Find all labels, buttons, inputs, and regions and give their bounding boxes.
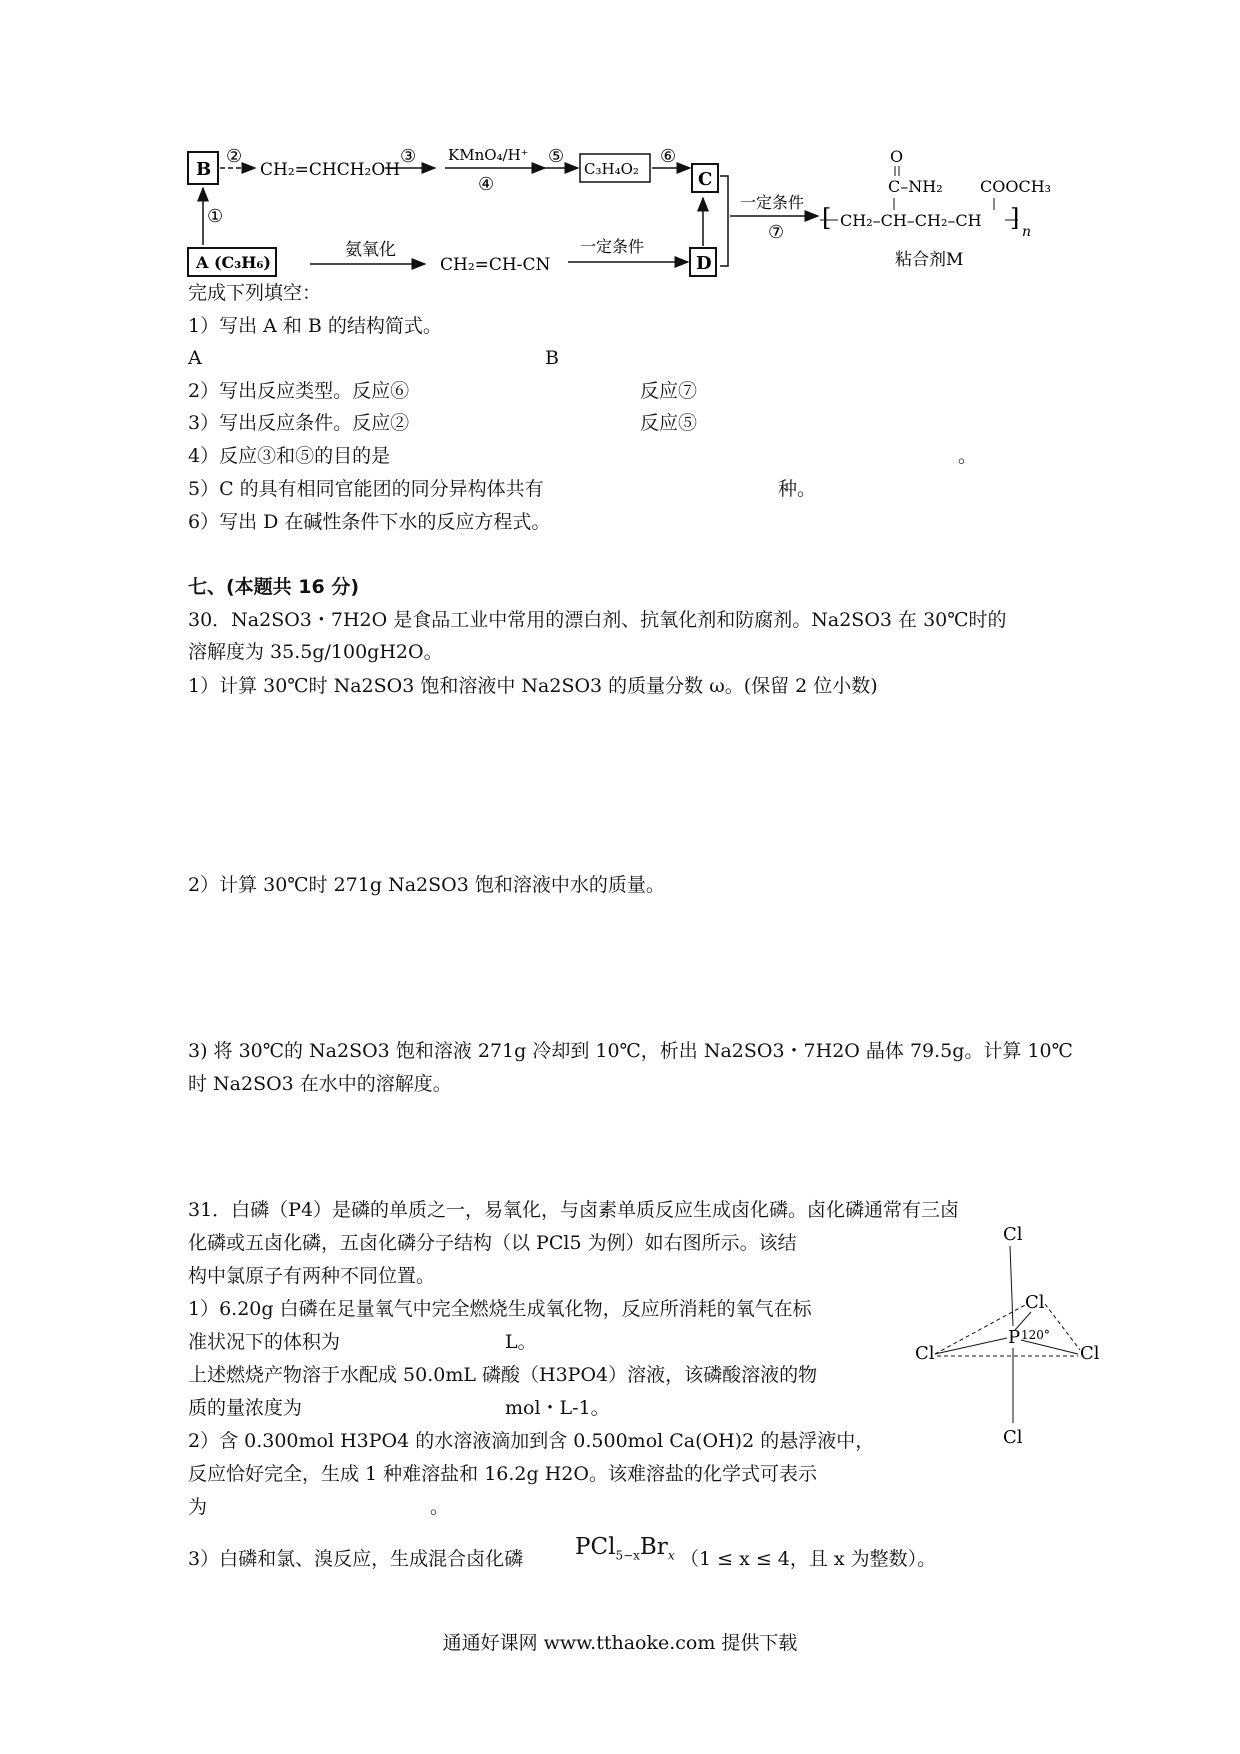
c3h4o2-label: C₃H₄O₂	[584, 160, 639, 178]
formula-br: Br	[639, 1534, 668, 1560]
oxidant-label: KMnO₄/H⁺	[448, 146, 529, 164]
q31-sub2-a: 2）含 0.300mol H3PO4 的水溶液滴加到含 0.500mol Ca(OH)2 的悬浮液中，	[188, 1430, 875, 1452]
atom-cl-left: Cl	[915, 1343, 935, 1364]
box-d-label: D	[696, 253, 712, 274]
q29-sub4: 4）反应③和⑤的目的是	[188, 445, 391, 467]
polymer-bracket-right: ]	[1010, 204, 1020, 232]
pcl5-structure-diagram	[905, 1218, 1105, 1458]
binder-name: 粘合剂M	[895, 250, 964, 270]
q29-sub4-end: 。	[958, 445, 978, 467]
q31-sub2-c: 为	[188, 1496, 208, 1518]
q31-sub1-c: 上述燃烧产物溶于水配成 50.0mL 磷酸（H3PO4）溶液，该磷酸溶液的物	[188, 1364, 818, 1386]
q30-line1: 30．Na2SO3・7H2O 是食品工业中常用的漂白剂、抗氧化剂和防腐剂。Na2SO3 在 30℃时的	[188, 609, 1007, 631]
polymer-oxygen: O	[890, 147, 904, 166]
q29-b-label: B	[545, 347, 559, 369]
polymer-ester: COOCH₃	[980, 177, 1052, 196]
reaction-scheme	[0, 130, 1240, 410]
q31-sub2-c-end: 。	[430, 1496, 450, 1518]
section-7-title: 七、(本题共 16 分)	[188, 576, 360, 598]
q31-sub1-b: 准状况下的体积为	[188, 1331, 341, 1353]
atom-cl-upper-right: Cl	[1025, 1292, 1045, 1313]
q31-line3: 构中氯原子有两种不同位置。	[188, 1265, 436, 1287]
box-a-label: A (C₃H₆)	[196, 253, 271, 272]
polymer-n: n	[1022, 224, 1032, 240]
step-2-label: ②	[226, 146, 243, 167]
q31-sub1-d: 质的量浓度为	[188, 1397, 303, 1419]
formula-sub-5-x: 5−x	[615, 1548, 640, 1563]
q31-sub1-b-unit: L。	[505, 1331, 537, 1353]
atom-cl-top: Cl	[1003, 1224, 1023, 1245]
atom-cl-right: Cl	[1080, 1343, 1100, 1364]
box-b-label: B	[196, 159, 212, 180]
q29-sub2-a: 2）写出反应类型。反应⑥	[188, 380, 410, 402]
q31-sub3-a: 3）白磷和氯、溴反应，生成混合卤化磷	[188, 1548, 524, 1570]
polymer-bracket-left: [	[822, 204, 832, 232]
atom-p: P	[1008, 1327, 1021, 1348]
q29-sub3-a: 3）写出反应条件。反应②	[188, 412, 410, 434]
angle-label: 120°	[1021, 1328, 1050, 1342]
q31-sub2-b: 反应恰好完全，生成 1 种难溶盐和 16.2g H2O。该难溶盐的化学式可表示	[188, 1463, 817, 1485]
q31-line1: 31．白磷（P4）是磷的单质之一，易氧化，与卤素单质反应生成卤化磷。卤化磷通常有三卤	[188, 1199, 960, 1221]
q31-sub3-b: （1 ≤ x ≤ 4，且 x 为整数）。	[680, 1548, 937, 1570]
ammoxidation-label: 氨氧化	[345, 240, 396, 260]
formula-pcl: PCl	[575, 1534, 616, 1560]
q30-line2: 溶解度为 35.5g/100gH2O。	[188, 641, 443, 663]
mixed-halide-formula	[575, 1530, 675, 1573]
q29-a-label: A	[188, 347, 202, 369]
q30-sub2: 2）计算 30℃时 271g Na2SO3 饱和溶液中水的质量。	[188, 874, 665, 896]
step-1-label: ①	[207, 206, 224, 227]
step-3-label: ③	[400, 146, 417, 167]
formula-sub-x: x	[667, 1548, 675, 1563]
page-footer: 通通好课网 www.tthaoke.com 提供下载	[442, 1632, 798, 1654]
q29-sub5: 5）C 的具有相同官能团的同分异构体共有	[188, 478, 544, 500]
atom-cl-bottom: Cl	[1003, 1427, 1023, 1448]
q29-sub1: 1）写出 A 和 B 的结构简式。	[188, 315, 442, 337]
box-c-label: C	[698, 169, 713, 190]
polymer-amide: C–NH₂	[888, 177, 943, 196]
step-5-label: ⑤	[548, 146, 565, 167]
polymer-chain: CH₂–CH–CH₂–CH	[840, 211, 982, 230]
step-4-label: ④	[478, 174, 495, 195]
allyl-alcohol: CH₂=CHCH₂OH	[260, 160, 401, 180]
condition-2-label: 一定条件	[740, 193, 805, 212]
q29-sub3-b: 反应⑤	[640, 412, 698, 434]
q30-sub3-a: 3) 将 30℃的 Na2SO3 饱和溶液 271g 冷却到 10℃，析出 Na2SO3・7H2O 晶体 79.5g。计算 10℃	[188, 1040, 1073, 1062]
q31-line2: 化磷或五卤化磷，五卤化磷分子结构（以 PCl5 为例）如右图所示。该结	[188, 1232, 797, 1254]
q30-sub1: 1）计算 30℃时 Na2SO3 饱和溶液中 Na2SO3 的质量分数 ω。(保留 2 位小数)	[188, 675, 878, 697]
q31-sub1-d-unit: mol・L-1。	[505, 1397, 610, 1419]
q29-sub2-b: 反应⑦	[640, 380, 698, 402]
q30-sub3-b: 时 Na2SO3 在水中的溶解度。	[188, 1073, 452, 1095]
q29-intro: 完成下列填空：	[188, 282, 322, 304]
acrylonitrile: CH₂=CH-CN	[440, 255, 551, 275]
condition-1-label: 一定条件	[580, 237, 645, 256]
q29-sub5-end: 种。	[778, 478, 817, 500]
q31-sub1-a: 1）6.20g 白磷在足量氧气中完全燃烧生成氧化物，反应所消耗的氧气在标	[188, 1298, 812, 1320]
step-7-label: ⑦	[768, 222, 785, 243]
q29-sub6: 6）写出 D 在碱性条件下水的反应方程式。	[188, 511, 551, 533]
step-6-label: ⑥	[660, 146, 677, 167]
